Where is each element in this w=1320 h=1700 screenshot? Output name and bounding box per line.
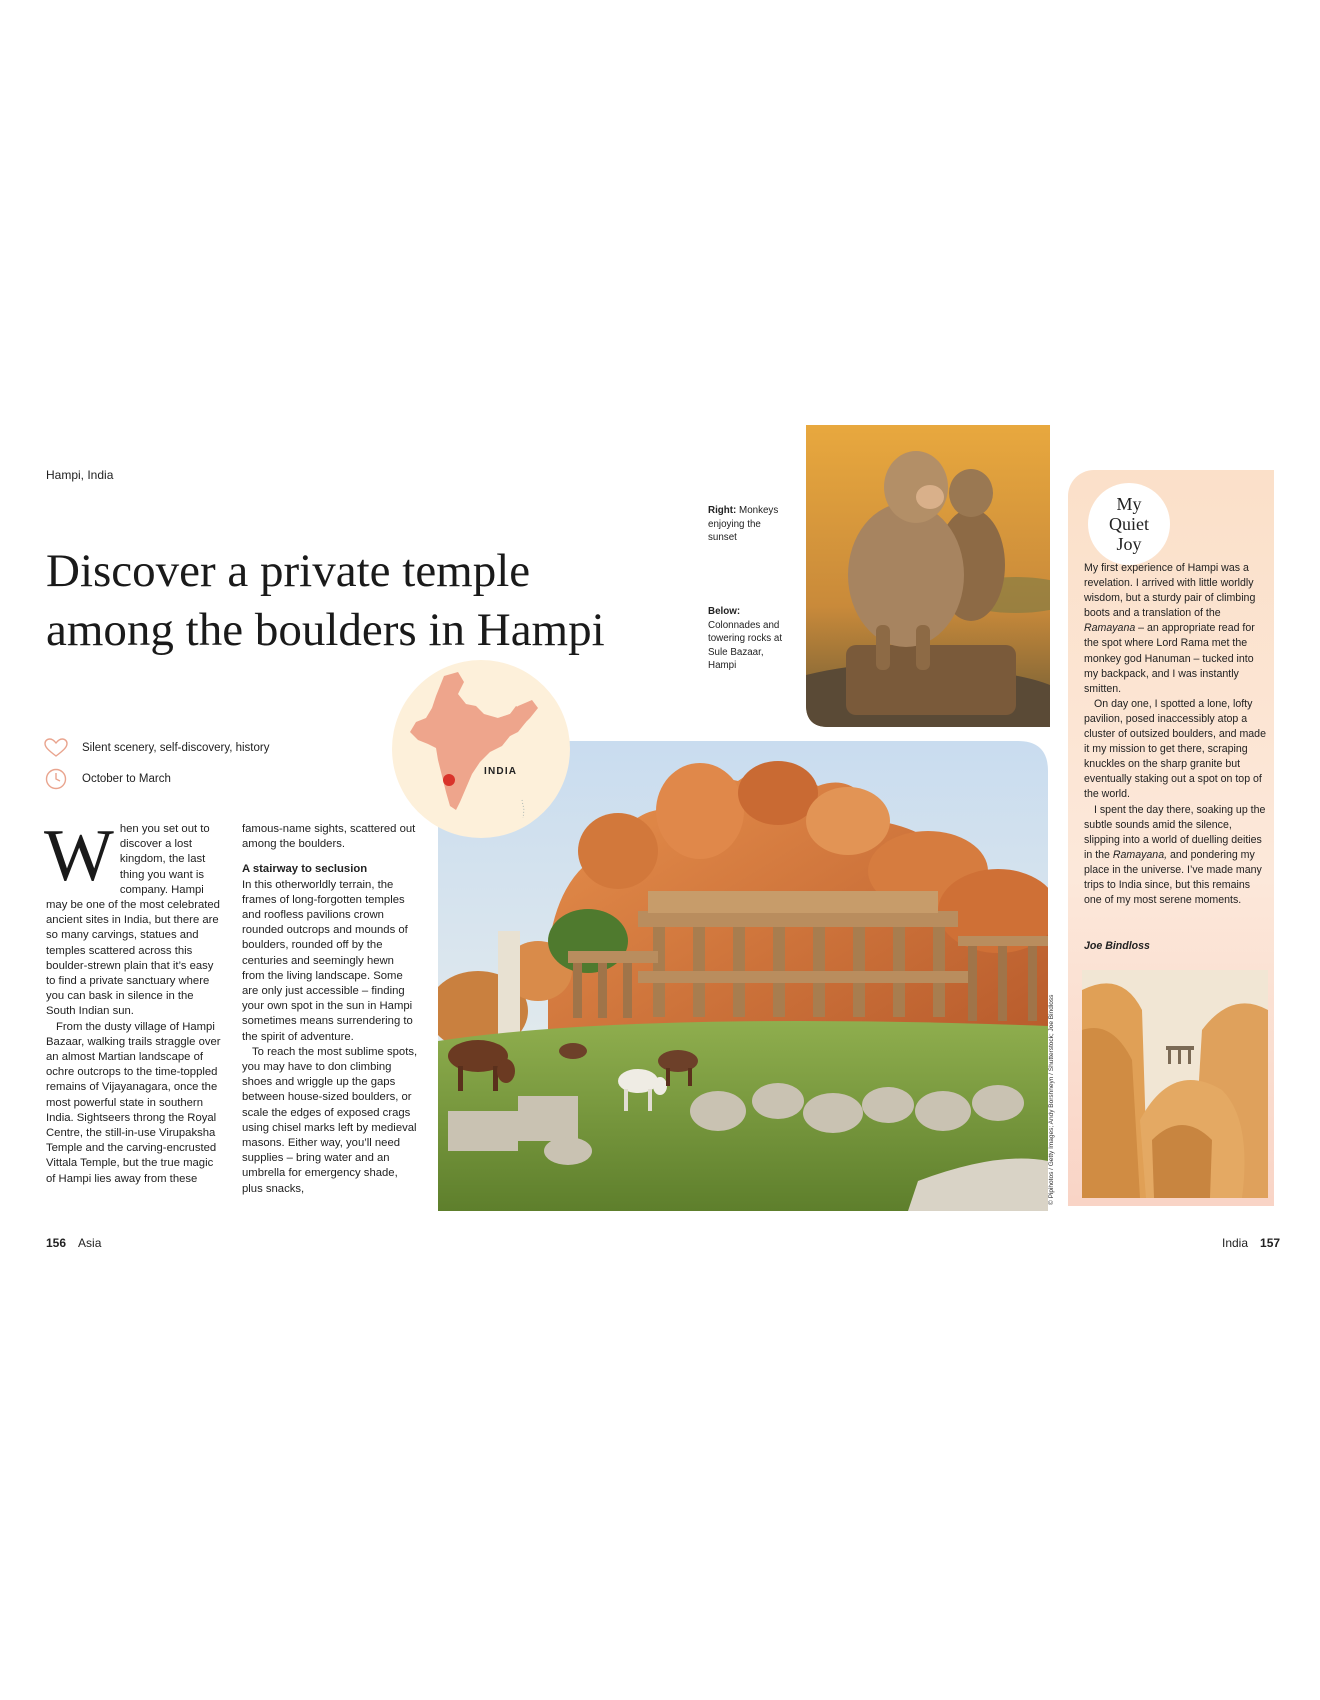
article-paragraph-3: famous-name sights, scattered out among the boulders. xyxy=(242,823,416,851)
boulder-photo-illustration xyxy=(1082,970,1268,1198)
location-kicker: Hampi, India xyxy=(46,468,114,482)
section-right: India xyxy=(1222,1236,1249,1250)
india-map xyxy=(392,660,570,838)
quiet-joy-paragraph-2: On day one, I spotted a lone, lofty pavilion, posed inaccessibly atop a cluster of outsized boulders, and made it my mission to get there, scraping knuckles on the sharp granite but eventually staking out a spot on top of the world. xyxy=(1084,697,1266,801)
quiet-joy-heading-2: Quiet xyxy=(1109,514,1149,534)
caption-right-label: Right: xyxy=(708,505,737,516)
quiet-joy-heading-3: Joy xyxy=(1116,534,1142,554)
page-title: Discover a private temple among the boulders in Hampi xyxy=(46,545,605,656)
season-text: October to March xyxy=(82,773,171,785)
author-byline: Joe Bindloss xyxy=(1084,940,1150,952)
season-row xyxy=(44,768,171,790)
caption-below-label: Below: xyxy=(708,606,741,617)
article-column-2 xyxy=(242,822,418,1197)
quiet-joy-p3-em: Ramayana, xyxy=(1112,848,1168,861)
article-paragraph-1: hen you set out to discover a lost kingdom, the last thing you want is company. Hampi may be one of the most celebrated ancient sites in India, but there are so many carvings, statues and temples scattered across this boulder-strewn plain that it’s easy to find a private sanctuary where you can bask in silence in the South Indian sun. xyxy=(46,823,220,1018)
footer-left xyxy=(46,1236,101,1250)
quiet-joy-p1-b: – an appropriate read for the spot where Lord Rama met the monkey god Hanuman – tucked into my backpack, and I was instantly smitten. xyxy=(1084,622,1255,695)
article-paragraph-5: To reach the most sublime spots, you may have to don climbing shoes and wriggle up the gaps between house-sized boulders, or scale the edges of exposed crags using chisel marks left by medieval masons. Either way, you’ll need supplies – bring water and an umbrella for emergency shade, plus snacks, xyxy=(242,1045,418,1195)
caption-right-text: Monkeys enjoying the sunset xyxy=(708,505,779,543)
quiet-joy-p1-a: My first experience of Hampi was a revelation. I arrived with little worldly wisdom, but a sturdy pair of climbing boots and a translation of the xyxy=(1084,562,1256,620)
drop-cap: W xyxy=(44,815,114,897)
article-paragraph-2: From the dusty village of Hampi Bazaar, walking trails straggle over an almost Martian landscape of ochre outcrops to the time-toppled remains of Vijayanagara, once the most powerful state in southern India. Sightseers throng the Royal Centre, the still-in-use Virupaksha Temple and the carving-encrusted Vittala Temple, but the true magic of Hampi lies away from these xyxy=(46,1020,221,1185)
quiet-joy-badge xyxy=(1088,483,1170,565)
monkey-photo xyxy=(806,425,1050,727)
article-subhead: A stairway to seclusion xyxy=(242,863,368,876)
monkey-photo-illustration xyxy=(806,425,1050,727)
section-left: Asia xyxy=(78,1236,102,1250)
photo-credit: © Pipihotos / Getty Images; Andy Borshneyn / Shutterstock; Joe Bindloss xyxy=(1048,994,1055,1205)
boulder-photo xyxy=(1082,970,1268,1198)
clock-icon xyxy=(44,768,68,790)
india-map-badge xyxy=(392,660,570,838)
quiet-joy-text xyxy=(1084,561,1266,908)
themes-text: Silent scenery, self-discovery, history xyxy=(82,742,270,754)
caption-right xyxy=(708,504,792,545)
quiet-joy-p1-em: Ramayana xyxy=(1084,622,1136,635)
quiet-joy-p3-a: I spent the day there, soaking up the subtle sounds amid the silence, slipping into a world of duelling deities in the xyxy=(1084,803,1266,861)
themes-row xyxy=(44,738,269,758)
caption-below-text: Colonnades and towering rocks at Sule Bazaar, Hampi xyxy=(708,619,783,671)
article-column-1 xyxy=(44,815,224,1187)
article-paragraph-4: In this otherworldly terrain, the frames of long-forgotten temples and roofless pavilions crown rounded outcrops and mounds of boulders, rounded off by the centuries and seemingly hewn from the living landscape. Some are only just accessible – finding your own spot in the sun in Hampi sometimes means surrendering to the spirit of adventure. xyxy=(242,878,413,1043)
heart-icon xyxy=(44,738,68,758)
map-label: INDIA xyxy=(484,766,518,777)
page-number-right: 157 xyxy=(1260,1236,1281,1250)
quiet-joy-paragraph-3 xyxy=(1084,803,1266,909)
caption-below xyxy=(708,605,792,673)
footer-right xyxy=(1222,1236,1280,1250)
quiet-joy-paragraph-1 xyxy=(1084,561,1266,697)
quiet-joy-p3-b: and pondering my place in the universe. I’ve made many trips to India since, but this remains one of my most serene moments. xyxy=(1084,848,1262,907)
page-number-left: 156 xyxy=(46,1236,67,1250)
quiet-joy-heading-1: My xyxy=(1116,494,1142,514)
